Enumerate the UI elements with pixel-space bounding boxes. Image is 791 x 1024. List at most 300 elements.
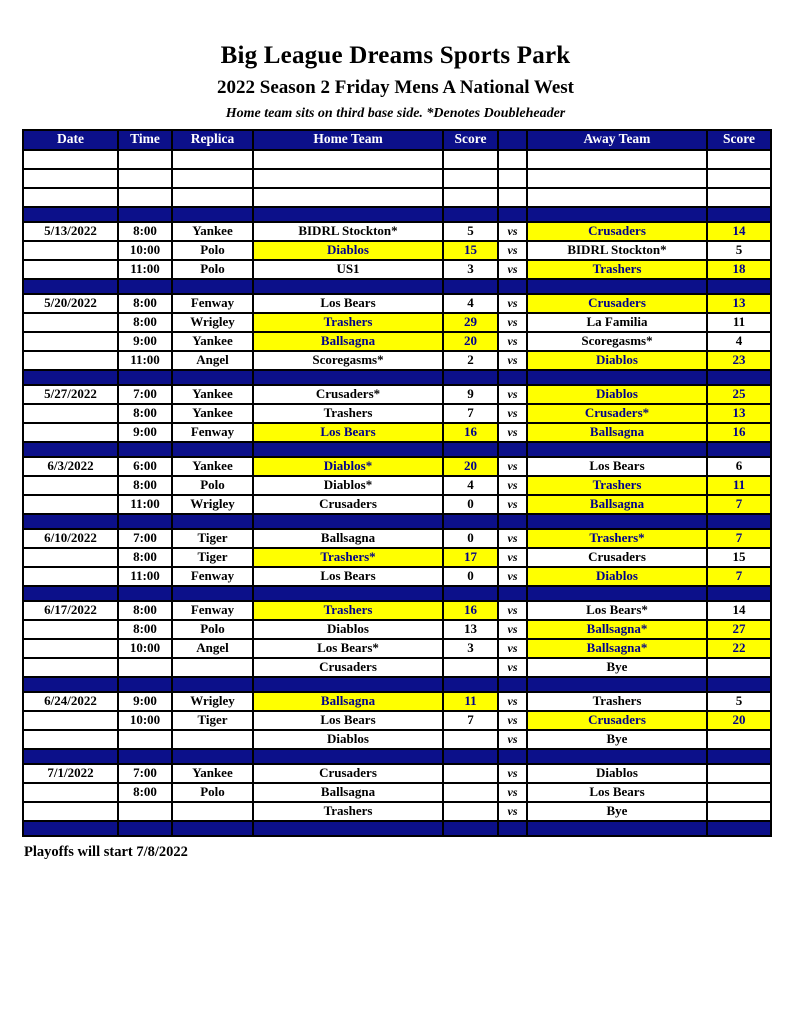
vs-cell: vs <box>498 313 527 332</box>
vs-cell: vs <box>498 457 527 476</box>
separator-cell <box>118 821 172 836</box>
playoffs-note: Playoffs will start 7/8/2022 <box>24 843 188 860</box>
date-cell: 5/27/2022 <box>23 385 118 404</box>
time-cell: 10:00 <box>118 639 172 658</box>
replica-cell: Fenway <box>172 294 253 313</box>
separator-cell <box>498 749 527 764</box>
replica-cell: Yankee <box>172 222 253 241</box>
time-cell: 9:00 <box>118 332 172 351</box>
away-team-cell: Los Bears* <box>527 601 707 620</box>
date-cell <box>23 150 118 169</box>
replica-cell: Polo <box>172 783 253 802</box>
home-team-cell: Diablos* <box>253 476 443 495</box>
vs-cell: vs <box>498 764 527 783</box>
date-cell <box>23 169 118 188</box>
home-team-cell: Diablos <box>253 620 443 639</box>
separator-row <box>23 821 771 836</box>
time-cell: 8:00 <box>118 601 172 620</box>
time-cell: 8:00 <box>118 476 172 495</box>
vs-cell: vs <box>498 802 527 821</box>
away-score-cell: 14 <box>707 601 771 620</box>
home-score-cell <box>443 730 498 749</box>
home-team-cell: Ballsagna <box>253 783 443 802</box>
table-row <box>23 476 771 495</box>
away-team-cell: Diablos <box>527 567 707 586</box>
time-cell: 8:00 <box>118 294 172 313</box>
date-cell <box>23 730 118 749</box>
time-cell <box>118 802 172 821</box>
separator-cell <box>253 821 443 836</box>
time-cell <box>118 730 172 749</box>
home-team-cell: Trashers <box>253 601 443 620</box>
home-score-cell: 20 <box>443 332 498 351</box>
home-score-cell: 29 <box>443 313 498 332</box>
home-score-cell <box>443 802 498 821</box>
away-team-cell: Los Bears <box>527 457 707 476</box>
home-team-cell <box>253 150 443 169</box>
home-team-cell: Crusaders* <box>253 385 443 404</box>
home-team-cell: Crusaders <box>253 764 443 783</box>
page-subtitle: 2022 Season 2 Friday Mens A National West <box>217 76 574 98</box>
separator-cell <box>443 514 498 529</box>
date-cell: 6/17/2022 <box>23 601 118 620</box>
vs-cell: vs <box>498 332 527 351</box>
home-team-cell: Trashers* <box>253 548 443 567</box>
away-score-cell: 13 <box>707 294 771 313</box>
away-team-cell: Bye <box>527 802 707 821</box>
away-team-cell: Ballsagna <box>527 423 707 442</box>
separator-cell <box>498 821 527 836</box>
away-score-cell: 11 <box>707 476 771 495</box>
table-row <box>23 169 771 188</box>
replica-cell <box>172 730 253 749</box>
home-score-cell: 16 <box>443 423 498 442</box>
column-header-replica: Replica <box>172 130 253 150</box>
replica-cell: Polo <box>172 476 253 495</box>
home-score-cell: 3 <box>443 639 498 658</box>
replica-cell: Yankee <box>172 404 253 423</box>
vs-cell: vs <box>498 692 527 711</box>
vs-cell: vs <box>498 260 527 279</box>
separator-cell <box>253 514 443 529</box>
away-score-cell: 18 <box>707 260 771 279</box>
table-row <box>23 658 771 677</box>
separator-cell <box>707 370 771 385</box>
vs-cell: vs <box>498 639 527 658</box>
table-row <box>23 260 771 279</box>
separator-cell <box>707 677 771 692</box>
replica-cell: Wrigley <box>172 313 253 332</box>
vs-cell <box>498 169 527 188</box>
home-score-cell: 16 <box>443 601 498 620</box>
separator-cell <box>443 677 498 692</box>
column-header-away-team: Away Team <box>527 130 707 150</box>
replica-cell <box>172 658 253 677</box>
home-score-cell <box>443 658 498 677</box>
separator-cell <box>253 749 443 764</box>
away-score-cell <box>707 188 771 207</box>
home-score-cell: 13 <box>443 620 498 639</box>
separator-row <box>23 207 771 222</box>
table-row <box>23 529 771 548</box>
date-cell <box>23 620 118 639</box>
separator-cell <box>118 442 172 457</box>
replica-cell: Fenway <box>172 601 253 620</box>
table-row <box>23 567 771 586</box>
table-row <box>23 764 771 783</box>
separator-cell <box>118 586 172 601</box>
date-cell <box>23 548 118 567</box>
away-team-cell: Crusaders* <box>527 404 707 423</box>
table-row <box>23 241 771 260</box>
home-team-cell: Trashers <box>253 802 443 821</box>
date-cell <box>23 711 118 730</box>
replica-cell: Wrigley <box>172 495 253 514</box>
home-score-cell <box>443 150 498 169</box>
home-score-cell <box>443 169 498 188</box>
away-score-cell: 7 <box>707 495 771 514</box>
time-cell: 8:00 <box>118 620 172 639</box>
home-team-cell: Los Bears <box>253 567 443 586</box>
home-team-cell: Trashers <box>253 404 443 423</box>
separator-row <box>23 586 771 601</box>
schedule-body <box>23 150 771 836</box>
separator-cell <box>527 821 707 836</box>
home-score-cell: 0 <box>443 529 498 548</box>
vs-cell: vs <box>498 548 527 567</box>
time-cell: 6:00 <box>118 457 172 476</box>
away-score-cell <box>707 730 771 749</box>
table-row <box>23 313 771 332</box>
separator-row <box>23 514 771 529</box>
date-cell <box>23 802 118 821</box>
away-score-cell <box>707 169 771 188</box>
away-team-cell: Diablos <box>527 385 707 404</box>
table-row <box>23 620 771 639</box>
table-row <box>23 351 771 370</box>
separator-row <box>23 677 771 692</box>
separator-cell <box>253 207 443 222</box>
separator-cell <box>172 279 253 294</box>
home-team-cell: Los Bears <box>253 423 443 442</box>
time-cell: 7:00 <box>118 529 172 548</box>
time-cell: 11:00 <box>118 260 172 279</box>
separator-cell <box>443 279 498 294</box>
vs-cell: vs <box>498 404 527 423</box>
separator-row <box>23 370 771 385</box>
time-cell: 8:00 <box>118 783 172 802</box>
table-row <box>23 783 771 802</box>
separator-cell <box>527 279 707 294</box>
time-cell <box>118 188 172 207</box>
vs-cell: vs <box>498 423 527 442</box>
home-team-note: Home team sits on third base side. *Denotes Doubleheader <box>225 105 566 121</box>
separator-cell <box>172 442 253 457</box>
home-team-cell: Scoregasms* <box>253 351 443 370</box>
separator-cell <box>118 370 172 385</box>
time-cell <box>118 658 172 677</box>
table-row <box>23 601 771 620</box>
home-score-cell: 0 <box>443 567 498 586</box>
vs-cell: vs <box>498 730 527 749</box>
home-score-cell: 4 <box>443 476 498 495</box>
home-score-cell <box>443 783 498 802</box>
away-team-cell <box>527 188 707 207</box>
separator-cell <box>498 677 527 692</box>
date-cell <box>23 188 118 207</box>
table-row <box>23 457 771 476</box>
home-score-cell: 15 <box>443 241 498 260</box>
separator-cell <box>498 442 527 457</box>
date-cell <box>23 783 118 802</box>
away-team-cell: Diablos <box>527 351 707 370</box>
away-score-cell: 7 <box>707 567 771 586</box>
away-score-cell <box>707 658 771 677</box>
away-score-cell: 6 <box>707 457 771 476</box>
away-team-cell: La Familia <box>527 313 707 332</box>
away-score-cell <box>707 150 771 169</box>
separator-cell <box>253 370 443 385</box>
date-cell <box>23 476 118 495</box>
away-score-cell: 27 <box>707 620 771 639</box>
away-team-cell: Crusaders <box>527 711 707 730</box>
separator-cell <box>118 279 172 294</box>
vs-cell: vs <box>498 385 527 404</box>
separator-cell <box>23 279 118 294</box>
separator-cell <box>443 442 498 457</box>
replica-cell: Polo <box>172 620 253 639</box>
separator-cell <box>527 586 707 601</box>
replica-cell: Yankee <box>172 332 253 351</box>
date-cell <box>23 241 118 260</box>
table-row <box>23 188 771 207</box>
table-row <box>23 404 771 423</box>
time-cell: 7:00 <box>118 385 172 404</box>
home-team-cell <box>253 188 443 207</box>
away-team-cell: Bye <box>527 658 707 677</box>
table-row <box>23 692 771 711</box>
separator-cell <box>707 514 771 529</box>
home-team-cell <box>253 169 443 188</box>
separator-row <box>23 279 771 294</box>
table-row <box>23 802 771 821</box>
home-score-cell: 0 <box>443 495 498 514</box>
table-row <box>23 548 771 567</box>
separator-cell <box>172 749 253 764</box>
separator-cell <box>527 749 707 764</box>
separator-cell <box>707 207 771 222</box>
vs-cell: vs <box>498 567 527 586</box>
column-header-vs <box>498 130 527 150</box>
separator-cell <box>707 279 771 294</box>
home-score-cell: 7 <box>443 404 498 423</box>
time-cell <box>118 169 172 188</box>
vs-cell: vs <box>498 529 527 548</box>
separator-cell <box>23 677 118 692</box>
replica-cell: Yankee <box>172 764 253 783</box>
table-row <box>23 730 771 749</box>
separator-cell <box>527 442 707 457</box>
away-team-cell: Crusaders <box>527 222 707 241</box>
away-score-cell: 15 <box>707 548 771 567</box>
date-cell: 6/24/2022 <box>23 692 118 711</box>
separator-cell <box>253 677 443 692</box>
vs-cell <box>498 188 527 207</box>
replica-cell: Tiger <box>172 548 253 567</box>
away-team-cell: Los Bears <box>527 783 707 802</box>
separator-cell <box>172 586 253 601</box>
separator-cell <box>172 821 253 836</box>
home-team-cell: Diablos <box>253 241 443 260</box>
table-row <box>23 294 771 313</box>
separator-cell <box>707 586 771 601</box>
date-cell <box>23 351 118 370</box>
separator-cell <box>527 514 707 529</box>
away-team-cell: Ballsagna* <box>527 620 707 639</box>
home-score-cell <box>443 764 498 783</box>
home-team-cell: Ballsagna <box>253 529 443 548</box>
separator-cell <box>443 821 498 836</box>
away-score-cell: 5 <box>707 692 771 711</box>
separator-row <box>23 749 771 764</box>
home-score-cell: 2 <box>443 351 498 370</box>
separator-cell <box>443 749 498 764</box>
separator-cell <box>23 370 118 385</box>
table-row <box>23 495 771 514</box>
time-cell <box>118 150 172 169</box>
vs-cell: vs <box>498 711 527 730</box>
home-score-cell: 3 <box>443 260 498 279</box>
home-score-cell: 11 <box>443 692 498 711</box>
home-team-cell: US1 <box>253 260 443 279</box>
home-score-cell <box>443 188 498 207</box>
home-team-cell: BIDRL Stockton* <box>253 222 443 241</box>
replica-cell: Tiger <box>172 711 253 730</box>
date-cell <box>23 639 118 658</box>
time-cell: 9:00 <box>118 692 172 711</box>
date-cell <box>23 495 118 514</box>
replica-cell <box>172 188 253 207</box>
separator-cell <box>23 207 118 222</box>
separator-cell <box>172 207 253 222</box>
schedule-table <box>22 129 772 837</box>
home-score-cell: 4 <box>443 294 498 313</box>
home-score-cell: 5 <box>443 222 498 241</box>
replica-cell: Tiger <box>172 529 253 548</box>
date-cell <box>23 658 118 677</box>
home-team-cell: Los Bears <box>253 711 443 730</box>
separator-cell <box>527 207 707 222</box>
away-score-cell: 5 <box>707 241 771 260</box>
time-cell: 10:00 <box>118 241 172 260</box>
separator-cell <box>498 586 527 601</box>
time-cell: 11:00 <box>118 351 172 370</box>
replica-cell: Fenway <box>172 567 253 586</box>
separator-cell <box>707 821 771 836</box>
time-cell: 11:00 <box>118 567 172 586</box>
away-team-cell: Trashers* <box>527 529 707 548</box>
away-score-cell: 25 <box>707 385 771 404</box>
away-score-cell: 22 <box>707 639 771 658</box>
separator-cell <box>172 514 253 529</box>
away-team-cell: Ballsagna* <box>527 639 707 658</box>
home-team-cell: Crusaders <box>253 658 443 677</box>
table-row <box>23 385 771 404</box>
date-cell <box>23 313 118 332</box>
home-team-cell: Trashers <box>253 313 443 332</box>
replica-cell: Fenway <box>172 423 253 442</box>
away-score-cell <box>707 783 771 802</box>
date-cell: 7/1/2022 <box>23 764 118 783</box>
separator-cell <box>253 442 443 457</box>
vs-cell: vs <box>498 783 527 802</box>
time-cell: 9:00 <box>118 423 172 442</box>
separator-cell <box>253 279 443 294</box>
vs-cell: vs <box>498 620 527 639</box>
table-row <box>23 332 771 351</box>
column-header-home-score: Score <box>443 130 498 150</box>
replica-cell: Yankee <box>172 385 253 404</box>
away-score-cell: 14 <box>707 222 771 241</box>
time-cell: 8:00 <box>118 548 172 567</box>
vs-cell: vs <box>498 241 527 260</box>
home-team-cell: Crusaders <box>253 495 443 514</box>
away-score-cell: 7 <box>707 529 771 548</box>
away-score-cell <box>707 802 771 821</box>
time-cell: 8:00 <box>118 313 172 332</box>
date-cell: 6/10/2022 <box>23 529 118 548</box>
page-title: Big League Dreams Sports Park <box>220 42 571 69</box>
date-cell: 6/3/2022 <box>23 457 118 476</box>
separator-cell <box>23 821 118 836</box>
replica-cell: Polo <box>172 260 253 279</box>
home-team-cell: Los Bears <box>253 294 443 313</box>
separator-cell <box>707 749 771 764</box>
home-score-cell: 20 <box>443 457 498 476</box>
away-team-cell: Crusaders <box>527 294 707 313</box>
away-score-cell: 13 <box>707 404 771 423</box>
replica-cell: Wrigley <box>172 692 253 711</box>
replica-cell <box>172 802 253 821</box>
date-cell <box>23 404 118 423</box>
away-team-cell: Trashers <box>527 476 707 495</box>
separator-cell <box>498 514 527 529</box>
separator-cell <box>443 370 498 385</box>
time-cell: 11:00 <box>118 495 172 514</box>
home-score-cell: 17 <box>443 548 498 567</box>
separator-row <box>23 442 771 457</box>
time-cell: 8:00 <box>118 222 172 241</box>
time-cell: 8:00 <box>118 404 172 423</box>
vs-cell: vs <box>498 495 527 514</box>
column-header-away-score: Score <box>707 130 771 150</box>
separator-cell <box>498 207 527 222</box>
date-cell <box>23 332 118 351</box>
away-team-cell: Ballsagna <box>527 495 707 514</box>
away-team-cell <box>527 150 707 169</box>
away-team-cell: Bye <box>527 730 707 749</box>
away-score-cell <box>707 764 771 783</box>
replica-cell: Polo <box>172 241 253 260</box>
separator-cell <box>118 677 172 692</box>
away-team-cell: Trashers <box>527 692 707 711</box>
separator-cell <box>23 749 118 764</box>
home-team-cell: Diablos <box>253 730 443 749</box>
away-team-cell: Scoregasms* <box>527 332 707 351</box>
separator-cell <box>443 586 498 601</box>
home-team-cell: Ballsagna <box>253 332 443 351</box>
column-header-date: Date <box>23 130 118 150</box>
